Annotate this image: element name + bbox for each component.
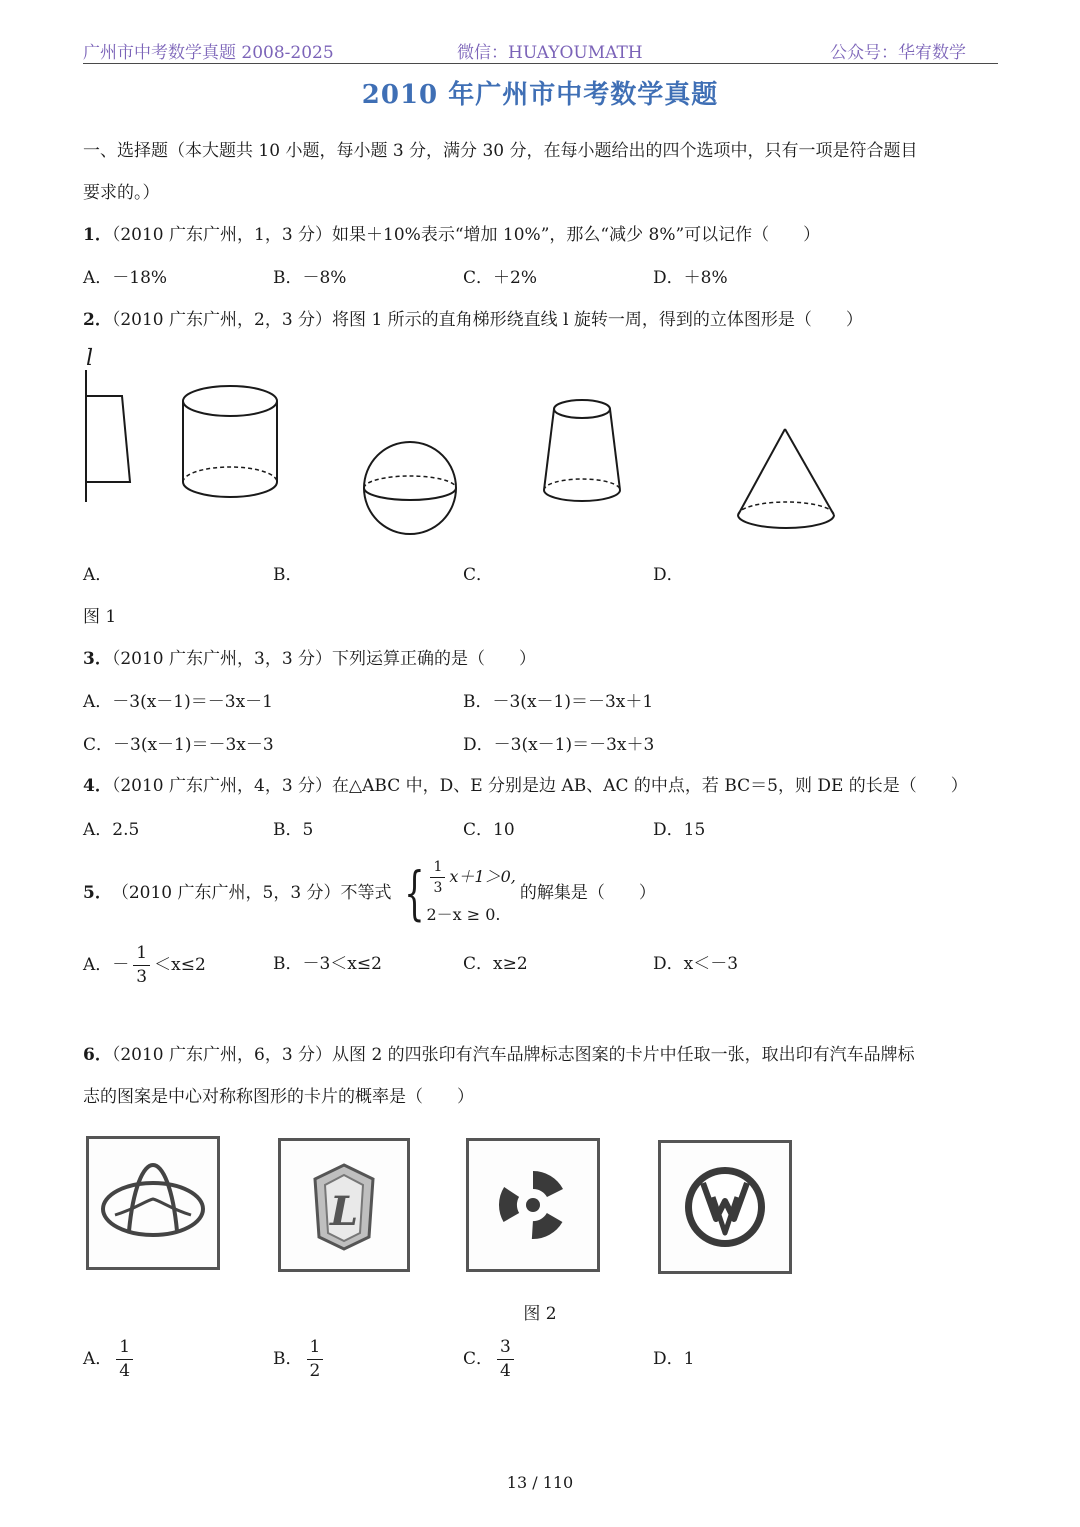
brace-symbol: { — [403, 859, 425, 927]
header-divider — [83, 63, 998, 64]
q3-option-b: B．－3(x－1)＝－3x＋1 — [463, 692, 654, 712]
question-number: 3． — [83, 649, 112, 669]
question-number: 6． — [83, 1045, 112, 1065]
q4-option-d: D．15 — [653, 820, 706, 840]
figure-1-caption: 图 1 — [83, 607, 117, 627]
q2-option-c: C． — [463, 565, 494, 585]
logo-4-icon — [661, 1143, 789, 1271]
q1-option-d: D．＋8% — [653, 268, 728, 288]
question-6 — [83, 1043, 915, 1067]
figure-2-caption: 图 2 — [523, 1304, 557, 1324]
question-number: 4． — [83, 776, 112, 796]
q1-option-c: C．＋2% — [463, 268, 537, 288]
q6-option-c: C． $\frac{3}{4}$ — [463, 1334, 518, 1384]
q2-option-a: A． — [83, 565, 113, 585]
q6-option-a: A． $\frac{1}{4}$ — [83, 1334, 137, 1384]
question-1 — [83, 223, 820, 247]
logo-1-icon — [89, 1139, 217, 1267]
svg-text:L: L — [329, 1188, 359, 1235]
q5-option-b: B．－3＜x≤2 — [273, 954, 382, 974]
question-text: （2010 广东广州，2，3 分）将图 1 所示的直角梯形绕直线 l 旋转一周，得到的立体图形是（ ） — [111, 310, 863, 330]
logo-3-icon — [469, 1141, 597, 1269]
header-left: 广州市中考数学真题 2008-2025 — [83, 43, 334, 63]
question-text: （2010 广东广州，4，3 分）在△ABC 中，D、E 分别是边 AB、AC 的中点，若 BC＝5，则 DE 的长是（ ） — [111, 776, 968, 796]
option-c-frustum — [537, 396, 627, 510]
axis-label-l: l — [86, 346, 94, 371]
section-intro-line1: 一、选择题（本大题共 10 小题，每小题 3 分，满分 30 分，在每小题给出的四个选项中，只有一项是符合题目 — [83, 141, 918, 161]
q2-option-d: D． — [653, 565, 684, 585]
q3-option-a: A．－3(x－1)＝－3x－1 — [83, 692, 273, 712]
q4-option-a: A．2.5 — [83, 820, 140, 840]
page-number: 13 / 110 — [506, 1473, 574, 1492]
question-text: （2010 广东广州，3，3 分）下列运算正确的是（ ） — [111, 649, 537, 669]
question-5 — [83, 854, 656, 932]
question-number: 5． — [83, 883, 112, 903]
q4-option-b: B．5 — [273, 820, 314, 840]
card-1-logo — [86, 1136, 220, 1270]
inequality-1: $\frac{1}{3}$ x＋1＞0, — [426, 860, 515, 895]
card-2-logo — [278, 1138, 410, 1272]
card-3-logo — [466, 1138, 600, 1272]
question-number: 2． — [83, 310, 112, 330]
question-2 — [83, 308, 863, 332]
question-text-before: （2010 广东广州，5，3 分）不等式 — [111, 883, 392, 903]
q5-option-d: D．x＜－3 — [653, 954, 739, 974]
q5-option-a: A．－ $\frac{1}{3}$ ＜x≤2 — [83, 942, 206, 987]
q3-option-c: C．－3(x－1)＝－3x－3 — [83, 735, 274, 755]
section-intro-line2: 要求的。） — [83, 183, 160, 203]
q6-option-d: D．1 — [653, 1349, 695, 1369]
header-right: 公众号：华宥数学 — [830, 43, 966, 63]
question-4 — [83, 774, 968, 798]
option-d-cone — [733, 425, 839, 535]
question-3 — [83, 647, 536, 671]
logo-2-icon — [281, 1141, 407, 1269]
page-title: 2010 年广州市中考数学真题 — [361, 80, 719, 110]
inequality-2: 2－x ≥ 0. — [426, 904, 501, 924]
figure-1-trapezoid — [80, 370, 140, 505]
q5-option-c: C．x≥2 — [463, 954, 528, 974]
option-a-cylinder — [178, 383, 282, 501]
q6-option-b: B． $\frac{1}{2}$ — [273, 1334, 327, 1384]
card-4-logo — [658, 1140, 792, 1274]
q1-option-b: B．－8% — [273, 268, 347, 288]
q1-option-a: A．－18% — [83, 268, 168, 288]
question-text: （2010 广东广州，6，3 分）从图 2 的四张印有汽车品牌标志图案的卡片中任取一张，取出印有汽车品牌标 — [111, 1045, 915, 1065]
option-b-sphere — [358, 436, 462, 540]
q3-option-d: D．－3(x－1)＝－3x＋3 — [463, 735, 655, 755]
header-center: 微信：HUAYOUMATH — [457, 43, 643, 63]
question-text-after: 的解集是（ ） — [519, 883, 656, 903]
q4-option-c: C．10 — [463, 820, 515, 840]
question-number: 1． — [83, 225, 112, 245]
question-text: （2010 广东广州，1，3 分）如果＋10%表示“增加 10%”，那么“减少 8%”可以记作（ ） — [111, 225, 821, 245]
question-6-continued: 志的图案是中心对称称图形的卡片的概率是（ ） — [83, 1087, 474, 1107]
q2-option-b: B． — [273, 565, 303, 585]
inequality-system — [396, 860, 516, 927]
